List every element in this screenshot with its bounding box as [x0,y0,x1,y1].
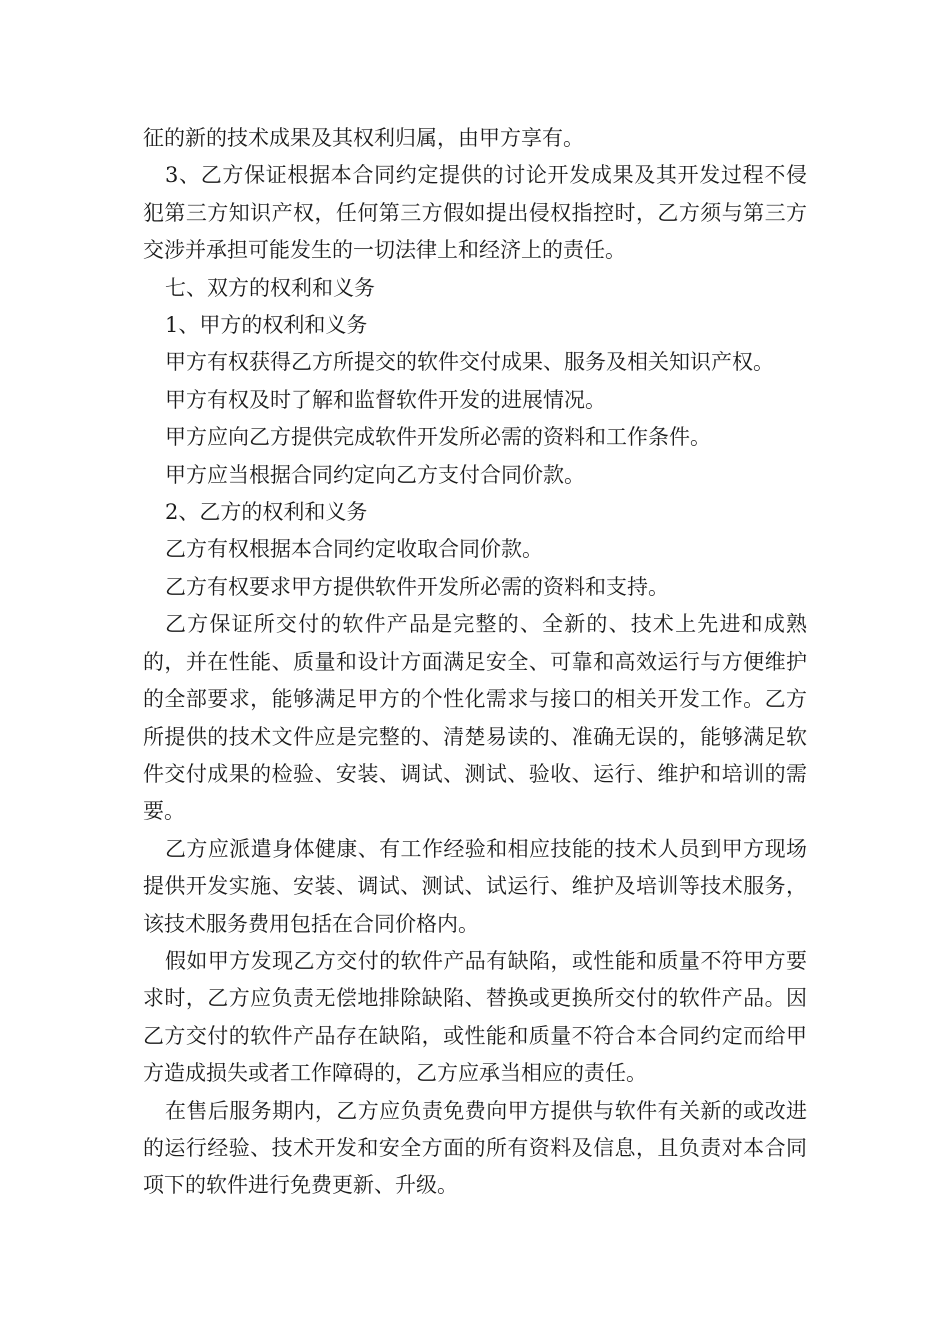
paragraph: 3、乙方保证根据本合同约定提供的讨论开发成果及其开发过程不侵犯第三方知识产权，任何第三方假如提出侵权指控时，乙方须与第三方交涉并承担可能发生的一切法律上和经济上的责任。 [143,163,807,263]
section-heading: 七、双方的权利和义务 [165,275,375,300]
paragraph: 假如甲方发现乙方交付的软件产品有缺陷，或性能和质量不符甲方要求时，乙方应负责无偿地排除缺陷、替换或更换所交付的软件产品。因乙方交付的软件产品存在缺陷，或性能和质量不符合本合同约定而给甲方造成损失或者工作障碍的，乙方应承当相应的责任。 [143,948,807,1086]
paragraph: 征的新的技术成果及其权利归属，由甲方享有。 [143,126,584,150]
paragraph: 甲方有权及时了解和监督软件开发的进展情况。 [165,387,606,412]
paragraph: 乙方有权要求甲方提供软件开发所必需的资料和支持。 [165,574,669,599]
paragraph: 乙方应派遣身体健康、有工作经验和相应技能的技术人员到甲方现场提供开发实施、安装、调试、测试、试运行、维护及培训等技术服务，该技术服务费用包括在合同价格内。 [143,836,807,936]
paragraph: 甲方应当根据合同约定向乙方支付合同价款。 [165,462,585,487]
paragraph: 乙方有权根据本合同约定收取合同价款。 [165,537,543,562]
subsection-heading: 2、乙方的权利和义务 [165,500,368,525]
paragraph: 乙方保证所交付的软件产品是完整的、全新的、技术上先进和成熟的，并在性能、质量和设计方面满足安全、可靠和高效运行与方便维护的全部要求，能够满足甲方的个性化需求与接口的相关开发工作。乙方所提供的技术文件应是完整的、清楚易读的、准确无误的，能够满足软件交付成果的检验、安装、调试、测试、验收、运行、维护和培训的需要。 [143,612,807,824]
paragraph: 甲方应向乙方提供完成软件开发所必需的资料和工作条件。 [165,425,711,450]
subsection-heading: 1、甲方的权利和义务 [165,313,368,338]
paragraph: 在售后服务期内，乙方应负责免费向甲方提供与软件有关新的或改进的运行经验、技术开发和安全方面的所有资料及信息，且负责对本合同项下的软件进行免费更新、升级。 [143,1098,807,1198]
paragraph: 甲方有权获得乙方所提交的软件交付成果、服务及相关知识产权。 [165,350,774,375]
document-body [143,120,807,1205]
